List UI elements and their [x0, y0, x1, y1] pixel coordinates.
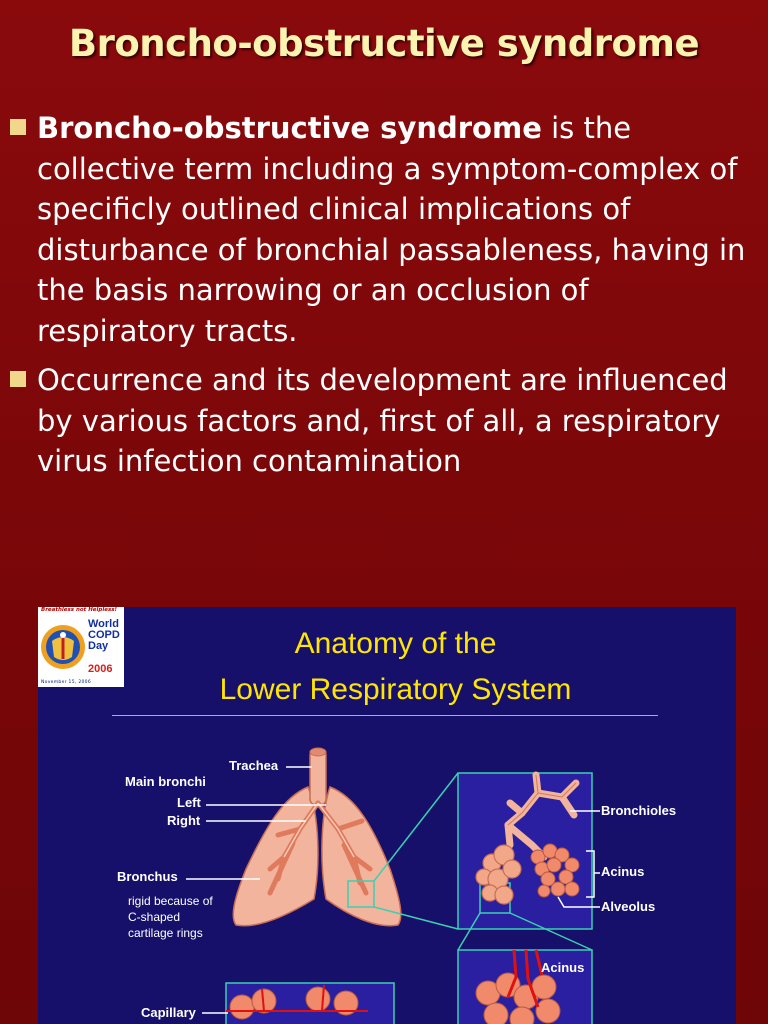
- logo-date: November 15, 2006: [41, 680, 91, 685]
- label-acinus-detail: Acinus: [541, 960, 585, 975]
- label-bronchus: Bronchus: [117, 869, 178, 884]
- label-right: Right: [167, 813, 201, 828]
- lungs-icon: [233, 748, 401, 926]
- logo-wordmark: World COPD Day: [88, 618, 120, 652]
- label-main-bronchi: Main bronchi: [125, 774, 206, 789]
- label-left: Left: [177, 795, 201, 810]
- bullet-item-1: [0, 108, 768, 351]
- bullet-marker-icon: [10, 119, 26, 135]
- bullet-marker-icon: [10, 371, 26, 387]
- label-bronchus-note: rigid because of C-shaped cartilage rings: [128, 894, 213, 940]
- label-acinus: Acinus: [601, 864, 645, 879]
- bullet-text: Occurrence and its development are influenced by various factors and, first of all, a respiratory virus infection contamination: [37, 363, 728, 478]
- label-trachea: Trachea: [229, 758, 279, 773]
- logo-tagline: Breathless not Helpless!: [41, 607, 118, 613]
- logo-year: 2006: [88, 663, 113, 675]
- label-alveolus: Alveolus: [601, 899, 656, 914]
- bullet-text: is the collective term including a symptom-complex of specificly outlined clinical implications of disturbance of bronchial passableness, having in the basis narrowing or an occlusion of respiratory tracts.: [37, 111, 746, 348]
- anatomy-figure: [38, 607, 736, 1024]
- label-bronchioles: Bronchioles: [601, 803, 677, 818]
- bullet-bold-term: Broncho-obstructive syndrome: [37, 111, 542, 145]
- figure-title: Anatomy of the Lower Respiratory System: [219, 627, 572, 706]
- slide-title: Broncho-obstructive syndrome: [68, 22, 700, 65]
- bullet-item-2: [0, 360, 768, 482]
- label-capillary: Capillary: [141, 1005, 196, 1020]
- bullet-list: [0, 108, 768, 491]
